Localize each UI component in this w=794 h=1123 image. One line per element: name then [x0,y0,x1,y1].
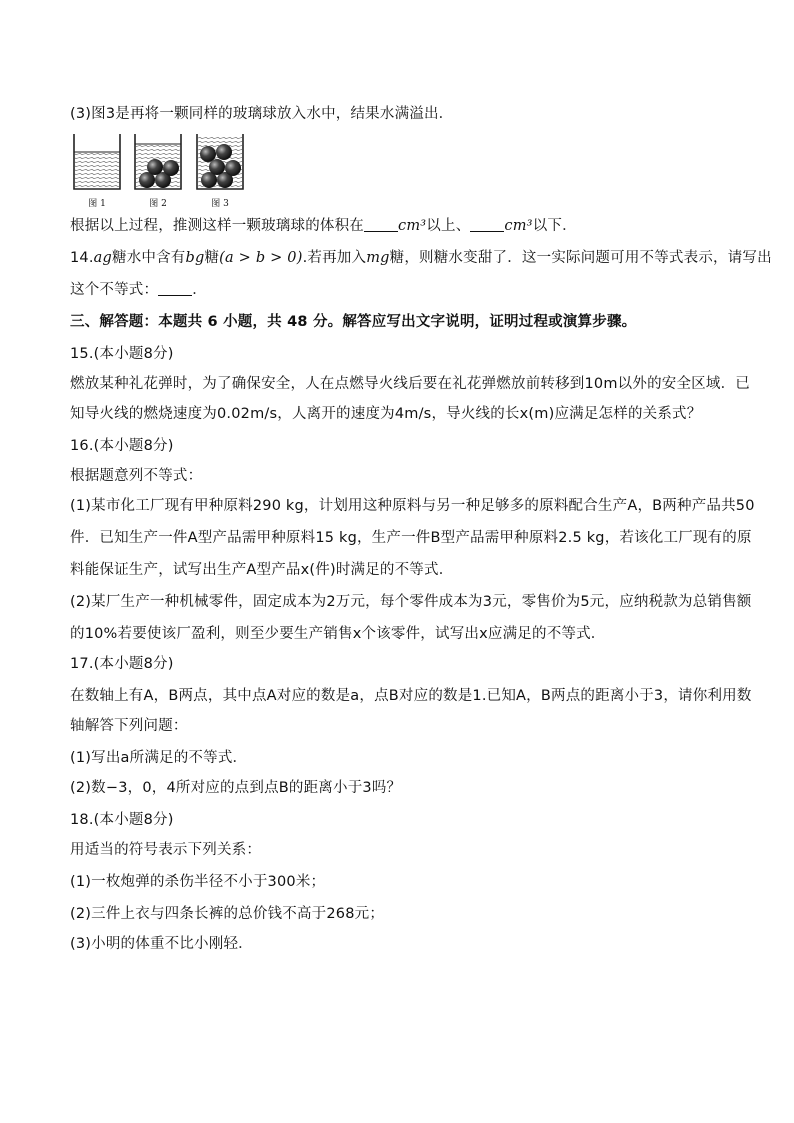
answer-blank-2 [470,217,504,232]
q16-p1-line2: 件．已知生产一件A型产品需甲种原料15 kg，生产一件B型产品需甲种原料2.5 kg，若该化工厂现有的原 [70,530,752,546]
q17-header: 17.(本小题8分) [70,656,174,672]
q14-line2 [70,280,730,300]
figure-label-2: 图 2 [149,199,167,209]
q13-conclusion [70,216,730,236]
q16-p2-line2: 的10%若要使该厂盈利，则至少要生产销售x个该零件，试写出x应满足的不等式． [70,626,606,642]
q16-p2-line1: (2)某厂生产一种机械零件，固定成本为2万元，每个零件成本为3元，零售价为5元，应纳税款为总销售额 [70,594,752,610]
q15-line1: 燃放某种礼花弹时，为了确保安全，人在点燃导火线后要在礼花弹燃放前转移到10m以外的安全区域．已 [70,376,750,392]
q16-p1-line3: 料能保证生产，试写出生产A型产品x(件)时满足的不等式． [70,562,454,578]
figure-label-1: 图 1 [88,199,106,209]
figure-label-3: 图 3 [211,199,229,209]
beaker-3 [197,134,243,189]
q16-p1-line1: (1)某市化工厂现有甲种原料290 kg，计划用这种原料与另一种足够多的原料配合生产A，B两种产品共50 [70,498,755,514]
unit-cm3-2: cm³ [504,218,533,234]
q14-var-mg: mg [366,250,390,266]
q18-header: 18.(本小题8分) [70,812,174,828]
answer-blank-1 [364,217,398,232]
q17-p2: (2)数−3，0，4所对应的点到点B的距离小于3吗？ [70,780,402,796]
q18-p1: (1)一枚炮弹的杀伤半径不小于300米； [70,874,326,890]
q16-intro: 根据题意列不等式： [70,468,203,484]
q16-header: 16.(本小题8分) [70,438,174,454]
q14-text-e: 糖，则糖水变甜了．这一实际问题可用不等式表示，请写出 [389,250,772,266]
q17-p1: (1)写出a所满足的不等式． [70,750,248,766]
q18-intro: 用适当的符号表示下列关系： [70,842,262,858]
beaker-2 [135,134,181,189]
q14-line2-text: 这个不等式： [70,282,159,298]
q15-line2: 知导火线的燃烧速度为0.02m/s，人离开的速度为4m/s，导火线的长x(m)应满足怎样的关系式？ [70,406,702,422]
q14-text-c: 糖 [204,250,220,266]
q14-var-ag: ag [93,250,112,266]
q13-conclusion-text-b: 以上、 [426,218,471,234]
beaker-figures [72,132,252,212]
q18-p3: (3)小明的体重不比小刚轻． [70,936,253,952]
beaker-1 [74,134,120,189]
q14-condition: (a > b > 0) [219,250,303,266]
q14-var-bg: bg [185,250,205,266]
section-3-heading: 三、解答题：本题共 6 小题，共 48 分。解答应写出文字说明，证明过程或演算步骤。 [70,314,637,330]
q13-part3: (3)图3是再将一颗同样的玻璃球放入水中，结果水满溢出． [70,106,454,122]
q15-header: 15.(本小题8分) [70,346,174,362]
q14-line1 [70,248,772,268]
q14-text-d: .若再加入 [302,250,367,266]
q14-line2-end: ． [192,282,207,298]
q14-text-b: 糖水中含有 [112,250,186,266]
answer-blank-3 [158,281,192,296]
q13-conclusion-text-c: 以下． [532,218,577,234]
q17-line1: 在数轴上有A，B两点，其中点A对应的数是a，点B对应的数是1.已知A，B两点的距离小于3，请你利用数 [70,688,752,704]
q18-p2: (2)三件上衣与四条长裤的总价钱不高于268元； [70,906,385,922]
q14-number: 14. [70,250,94,266]
unit-cm3-1: cm³ [398,218,427,234]
q13-conclusion-text-a: 根据以上过程，推测这样一颗玻璃球的体积在 [70,218,364,234]
q17-line2: 轴解答下列问题： [70,718,188,734]
